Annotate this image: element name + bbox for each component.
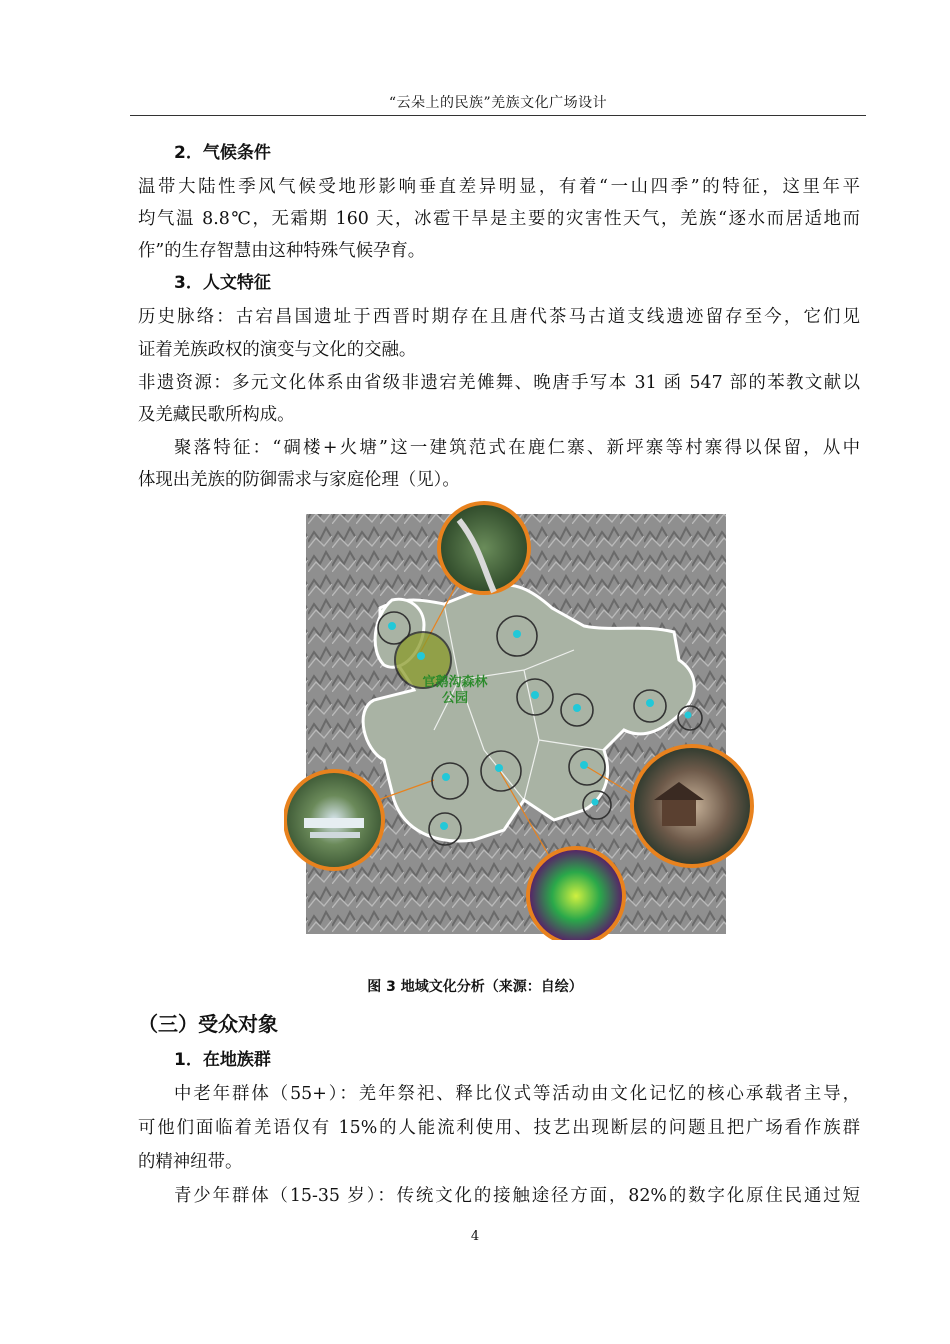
subheading-local-groups: 1．在地族群 (174, 1050, 271, 1070)
body-line: 的精神纽带。 (138, 1152, 243, 1172)
body-line: 可他们面临着羌语仅有 15%的人能流利使用、技艺出现断层的问题且把广场看作族群 (138, 1118, 860, 1138)
heading-culture: 3．人文特征 (174, 273, 271, 293)
page-number: 4 (470, 1229, 480, 1244)
body-line: 青少年群体（15-35 岁）：传统文化的接触途径方面，82%的数字化原住民通过短 (174, 1186, 860, 1206)
body-line: 体现出羌族的防御需求与家庭伦理（见）。 (138, 470, 460, 490)
park-label-2: 公园 (441, 691, 469, 706)
regional-culture-map (284, 500, 754, 940)
heading-climate: 2．气候条件 (174, 143, 271, 163)
section-title-audience: （三）受众对象 (138, 1012, 278, 1036)
header-rule (130, 115, 866, 116)
photo-bottom (528, 848, 624, 940)
figure-caption: 图 3 地域文化分析（来源：自绘） (367, 979, 583, 995)
body-line: 中老年群体（55+）：羌年祭祀、释比仪式等活动由文化记忆的核心承载者主导， (174, 1084, 860, 1104)
photo-left (285, 771, 383, 869)
body-line: 及羌藏民歌所构成。 (138, 405, 295, 425)
running-header: “云朵上的民族”羌族文化广场设计 (388, 95, 608, 111)
body-line: 聚落特征：“碉楼+火塘”这一建筑范式在鹿仁寨、新坪寨等村寨得以保留，从中 (174, 438, 860, 458)
body-line: 历史脉络：古宕昌国遗址于西晋时期存在且唐代茶马古道支线遗迹留存至今，它们见 (138, 307, 860, 327)
body-line: 证着羌族政权的演变与文化的交融。 (138, 340, 417, 360)
body-line: 温带大陆性季风气候受地形影响垂直差异明显，有着“一山四季”的特征，这里年平 (138, 177, 860, 197)
photo-top (439, 503, 529, 593)
park-label-1: 官鹅沟森林 (422, 675, 488, 690)
body-line: 均气温 8.8℃，无霜期 160 天，冰雹干旱是主要的灾害性天气，羌族“逐水而居适地而 (138, 209, 860, 229)
body-line: 非遗资源：多元文化体系由省级非遗宕羌傩舞、晚唐手写本 31 函 547 部的苯教文献以 (138, 373, 860, 393)
photo-right (632, 746, 752, 866)
body-line: 作”的生存智慧由这种特殊气候孕育。 (138, 241, 426, 261)
